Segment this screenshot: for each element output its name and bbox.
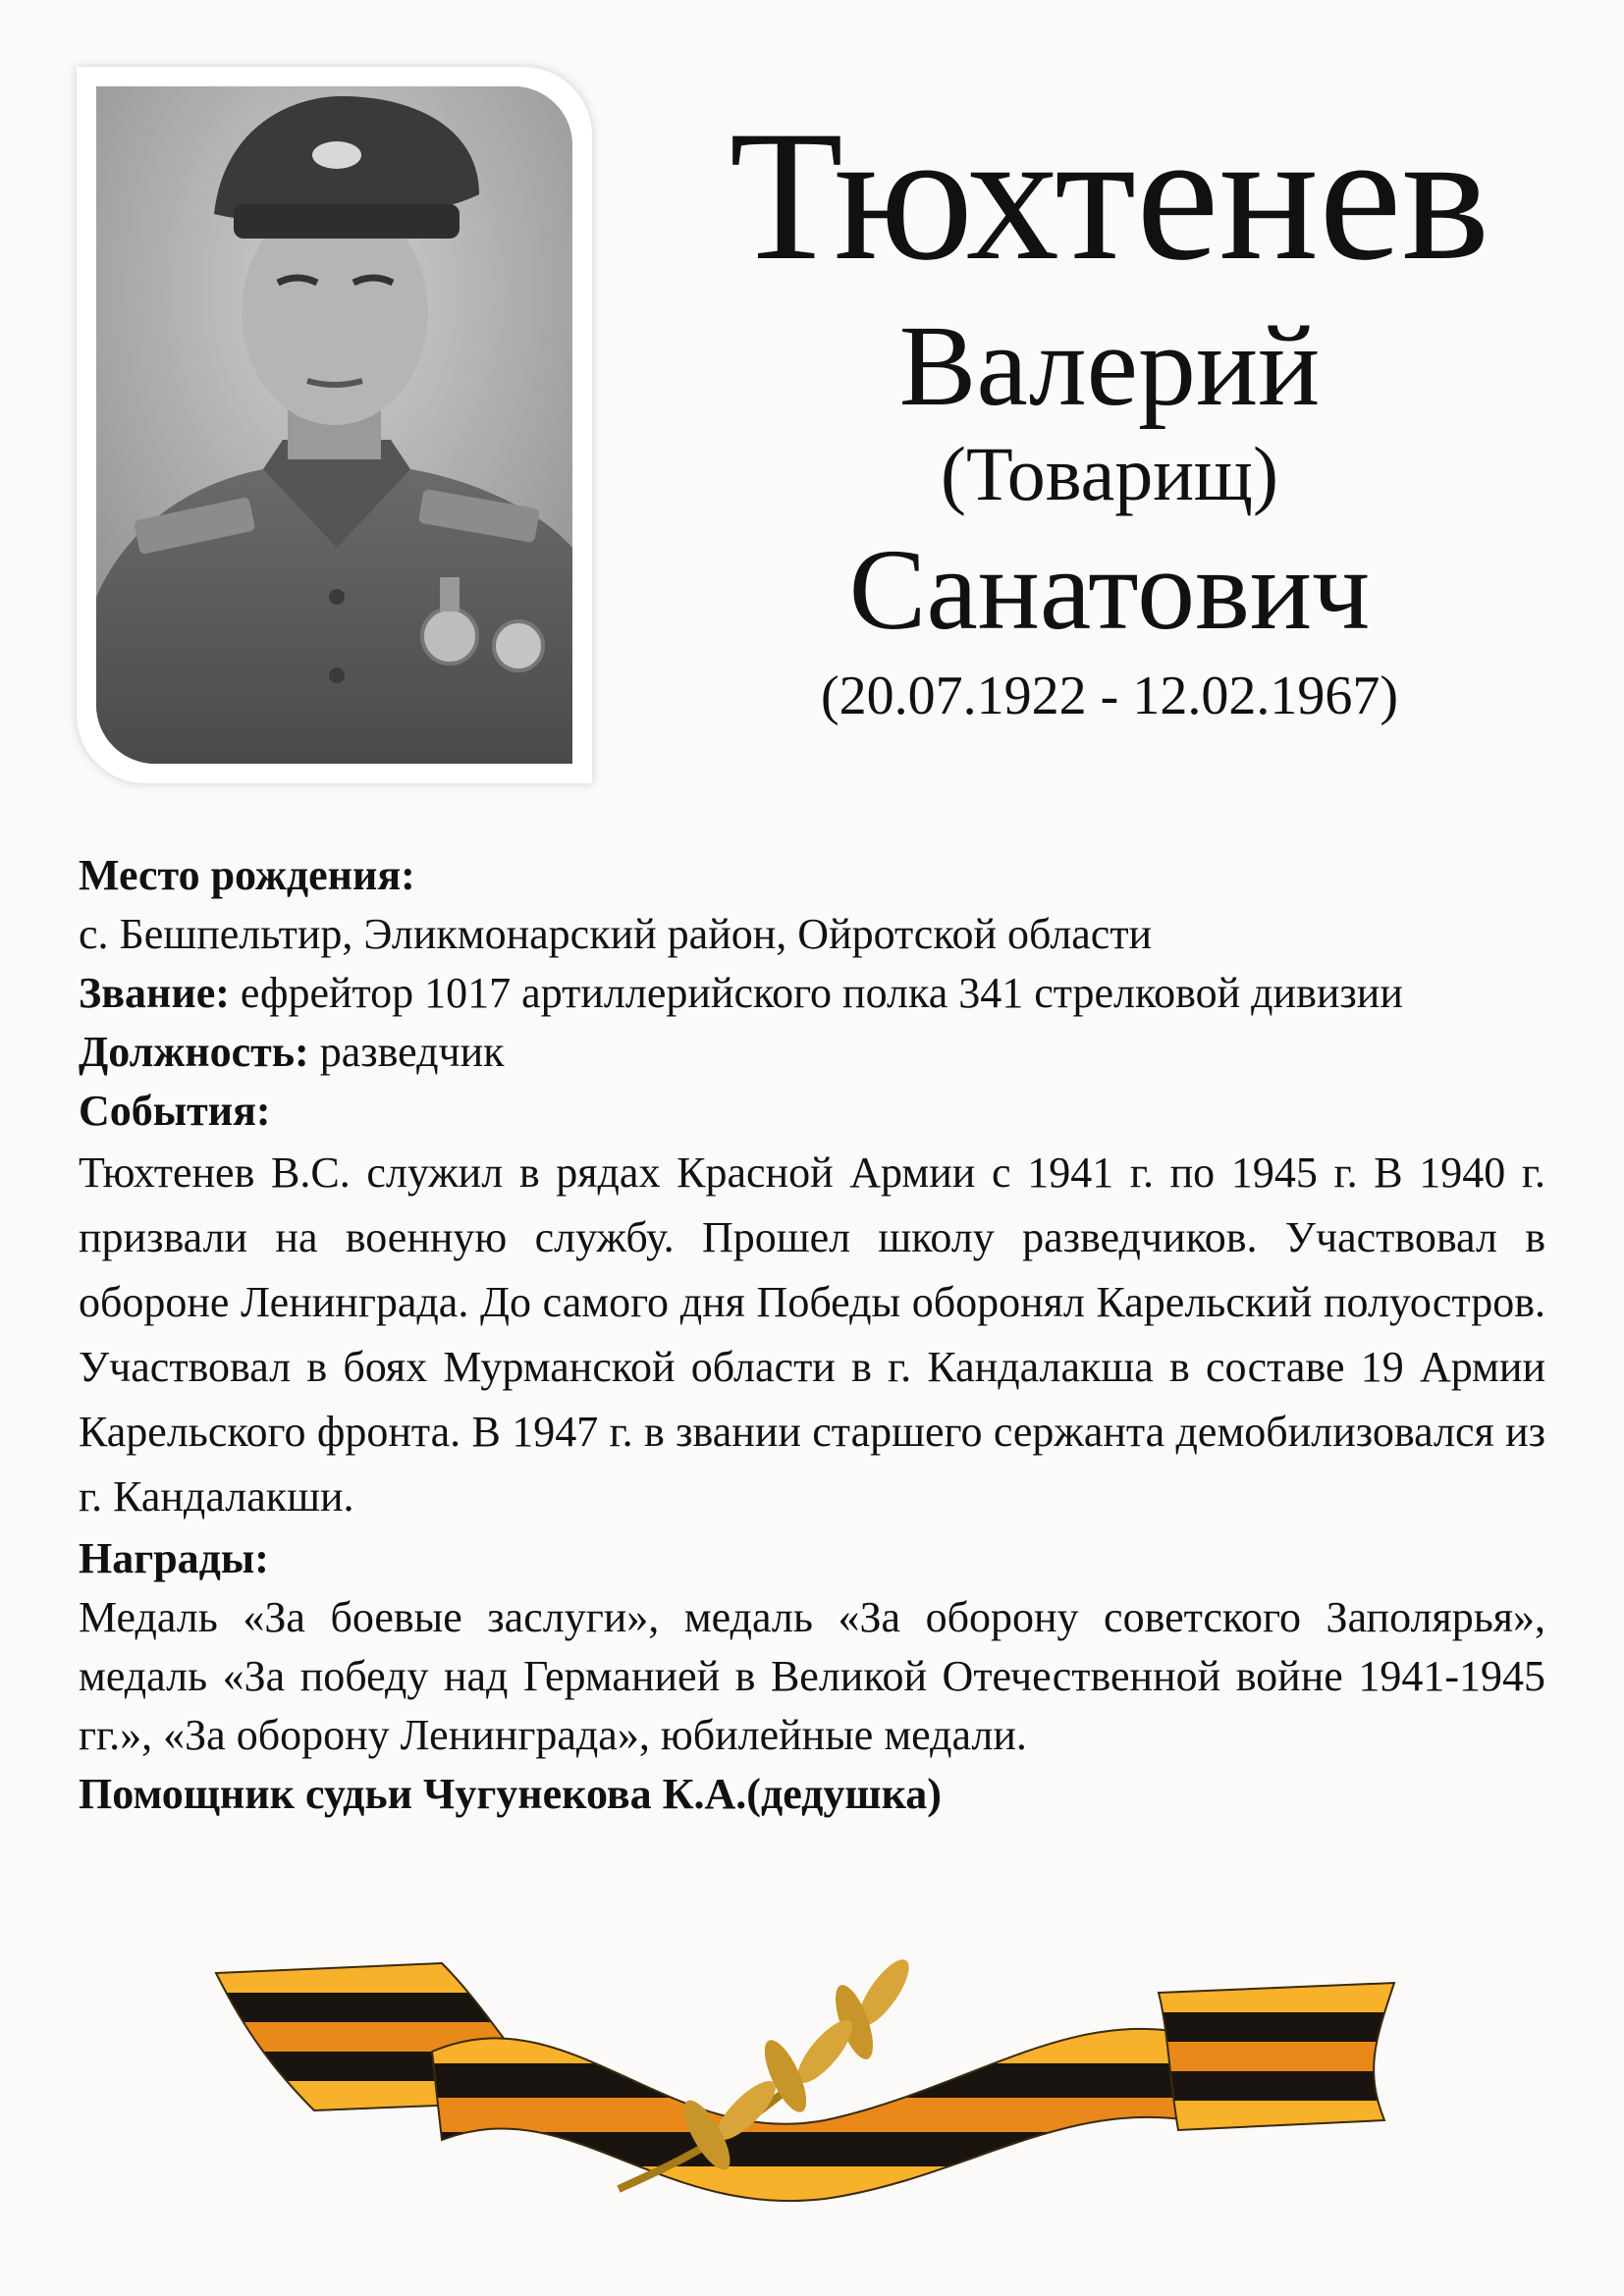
st-george-ribbon-icon [196, 1953, 1414, 2209]
nickname: (Товарищ) [941, 431, 1278, 516]
patronymic: Санатович [848, 525, 1371, 654]
events-value: Тюхтенев В.С. служил в рядах Красной Армии с 1941 г. по 1945 г. В 1940 г. призвали на военную службу. Прошел школу разведчиков. Участвовал в обороне Ленинграда. До самого дня Победы оборонял Карельский полуостров. Участвовал в боях Мурманской области в г. Кандалакша в составе 19 Армии Карельского фронта. В 1947 г. в звании старшего сержанта демобилизовался из г. Кандалакши. [79, 1148, 1545, 1521]
life-dates: (20.07.1922 - 12.02.1967) [821, 666, 1398, 726]
portrait-frame [77, 67, 592, 783]
events-label: События: [79, 1087, 271, 1135]
rank-value: ефрейтор 1017 артиллерийского полка 341 стрелковой дивизии [229, 969, 1403, 1017]
soldier-portrait-photo [96, 86, 572, 764]
rank-label: Звание: [79, 969, 230, 1017]
awards-value: Медаль «За боевые заслуги», медаль «За оборону советского Заполярья», медаль «За победу над Германией в Великой Отечественной войне 1941-1945 гг.», «За оборону Ленинграда», юбилейные медали. [79, 1593, 1545, 1759]
awards-label: Награды: [79, 1534, 269, 1582]
birthplace-value: с. Бешпельтир, Эликмонарский район, Ойротской области [79, 910, 1153, 958]
birthplace-label: Место рождения: [79, 851, 415, 899]
position-label: Должность: [79, 1028, 309, 1076]
position-value: разведчик [308, 1028, 505, 1076]
first-name: Валерий [898, 301, 1321, 430]
author-line: Помощник судьи Чугунекова К.А.(дедушка) [79, 1770, 942, 1818]
position-line [79, 1023, 1545, 1082]
biography [79, 846, 1545, 1824]
name-block [628, 93, 1591, 728]
rank-line [79, 964, 1545, 1023]
surname: Тюхтенев [729, 93, 1490, 299]
